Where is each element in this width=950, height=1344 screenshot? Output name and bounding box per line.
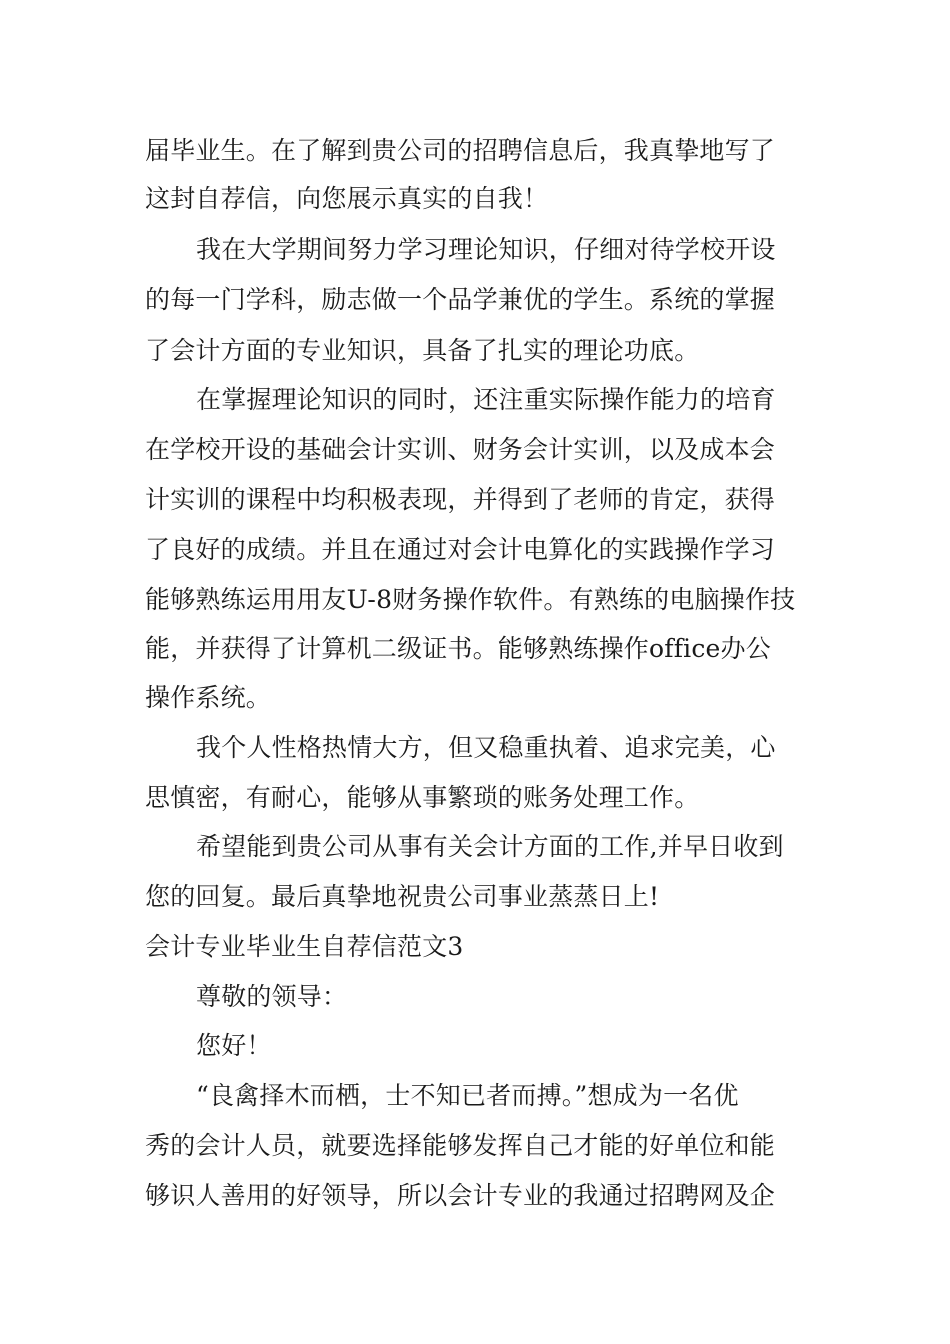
section-heading: 会计专业毕业生自荐信范文3 (145, 932, 464, 961)
text-line: 思慎密，有耐心，能够从事繁琐的账务处理工作。 (145, 783, 700, 812)
text-line: 了会计方面的专业知识，具备了扎实的理论功底。 (145, 336, 700, 365)
text-line: 秀的会计人员，就要选择能够发挥自己才能的好单位和能 (145, 1131, 776, 1160)
salutation-line: 尊敬的领导： (196, 982, 348, 1011)
paragraph-start-line: “良禽择木而栖，士不知已者而搏。”想成为一名优 (196, 1081, 739, 1110)
paragraph-start-line: 在掌握理论知识的同时，还注重实际操作能力的培育 (196, 385, 776, 414)
text-line: 能，并获得了计算机二级证书。能够熟练操作office办公 (145, 634, 771, 663)
text-line: 了良好的成绩。并且在通过对会计电算化的实践操作学习 (145, 535, 776, 564)
text-line: 够识人善用的好领导，所以会计专业的我通过招聘网及企 (145, 1181, 776, 1210)
paragraph-start-line: 我在大学期间努力学习理论知识，仔细对待学校开设 (196, 235, 776, 264)
greeting-line: 您好！ (196, 1031, 272, 1060)
text-line: 能够熟练运用用友U-8财务操作软件。有熟练的电脑操作技 (145, 585, 796, 614)
text-line: 这封自荐信，向您展示真实的自我！ (145, 184, 549, 213)
paragraph-start-line: 希望能到贵公司从事有关会计方面的工作,并早日收到 (196, 832, 784, 861)
text-line: 计实训的课程中均积极表现，并得到了老师的肯定，获得 (145, 485, 776, 514)
paragraph-start-line: 我个人性格热情大方，但又稳重执着、追求完美，心 (196, 733, 776, 762)
text-line: 操作系统。 (145, 683, 272, 712)
text-line: 届毕业生。在了解到贵公司的招聘信息后，我真挚地写了 (145, 136, 776, 165)
text-line: 的每一门学科，励志做一个品学兼优的学生。系统的掌握 (145, 285, 776, 314)
text-line: 在学校开设的基础会计实训、财务会计实训，以及成本会 (145, 435, 776, 464)
text-line: 您的回复。最后真挚地祝贵公司事业蒸蒸日上! (145, 882, 660, 911)
